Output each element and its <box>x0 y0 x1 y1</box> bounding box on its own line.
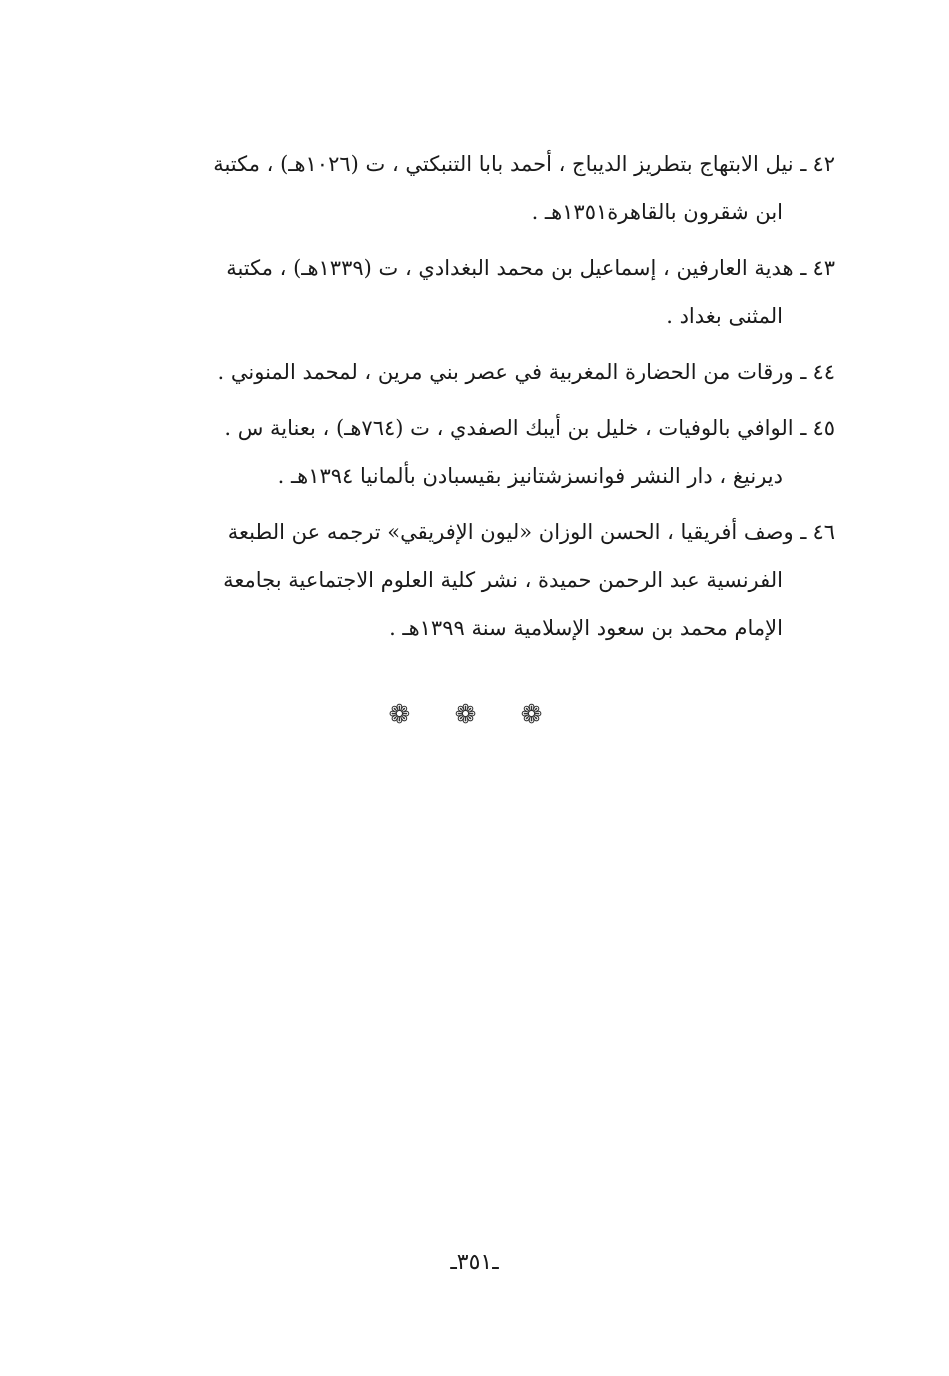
entry-first-line <box>228 520 835 544</box>
entry-number: ٤٥ <box>812 416 835 440</box>
entry-continuation: ديرنيغ ، دار النشر فوانسزشتانيز بقيسبادن بألمانيا ١٣٩٤هـ . <box>277 464 783 488</box>
entry-first-line <box>218 360 835 384</box>
entry-text: ـ نيل الابتهاج بتطريز الديباج ، أحمد بابا التنبكتي ، ت (١٠٢٦هـ) ، مكتبة <box>213 152 807 176</box>
entry-number: ٤٦ <box>812 520 835 544</box>
entry-continuation: المثنى بغداد . <box>666 304 783 328</box>
entry-text: ـ وصف أفريقيا ، الحسن الوزان «ليون الإفريقي» ترجمه عن الطبعة <box>227 520 807 544</box>
entry-number: ٤٣ <box>812 256 835 280</box>
entry-number: ٤٤ <box>812 360 835 384</box>
entry-text: ـ ورقات من الحضارة المغربية في عصر بني مرين ، لمحمد المنوني . <box>217 360 807 384</box>
page-number: ـ٣٥١ـ <box>450 1250 499 1275</box>
bibliography-entry-46 <box>135 508 835 652</box>
entry-continuation: ابن شقرون بالقاهرة١٣٥١هـ . <box>531 200 783 224</box>
entry-first-line <box>224 416 835 440</box>
entry-first-line <box>226 256 835 280</box>
bibliography-entry-42 <box>135 140 835 236</box>
entry-continuation: الإمام محمد بن سعود الإسلامية سنة ١٣٩٩هـ . <box>389 616 783 640</box>
flower-ornament-separator: ❁ ❁ ❁ <box>388 700 561 730</box>
entry-continuation: الفرنسية عبد الرحمن حميدة ، نشر كلية العلوم الاجتماعية بجامعة <box>223 568 783 592</box>
entry-number: ٤٢ <box>812 152 835 176</box>
entry-first-line <box>213 152 835 176</box>
bibliography-entry-45 <box>135 404 835 500</box>
bibliography-list <box>135 140 835 660</box>
bibliography-entry-43 <box>135 244 835 340</box>
entry-text: ـ الوافي بالوفيات ، خليل بن أيبك الصفدي ، ت (٧٦٤هـ) ، بعناية س . <box>224 416 807 440</box>
bibliography-entry-44 <box>135 348 835 396</box>
entry-text: ـ هدية العارفين ، إسماعيل بن محمد البغدادي ، ت (١٣٣٩هـ) ، مكتبة <box>226 256 807 280</box>
